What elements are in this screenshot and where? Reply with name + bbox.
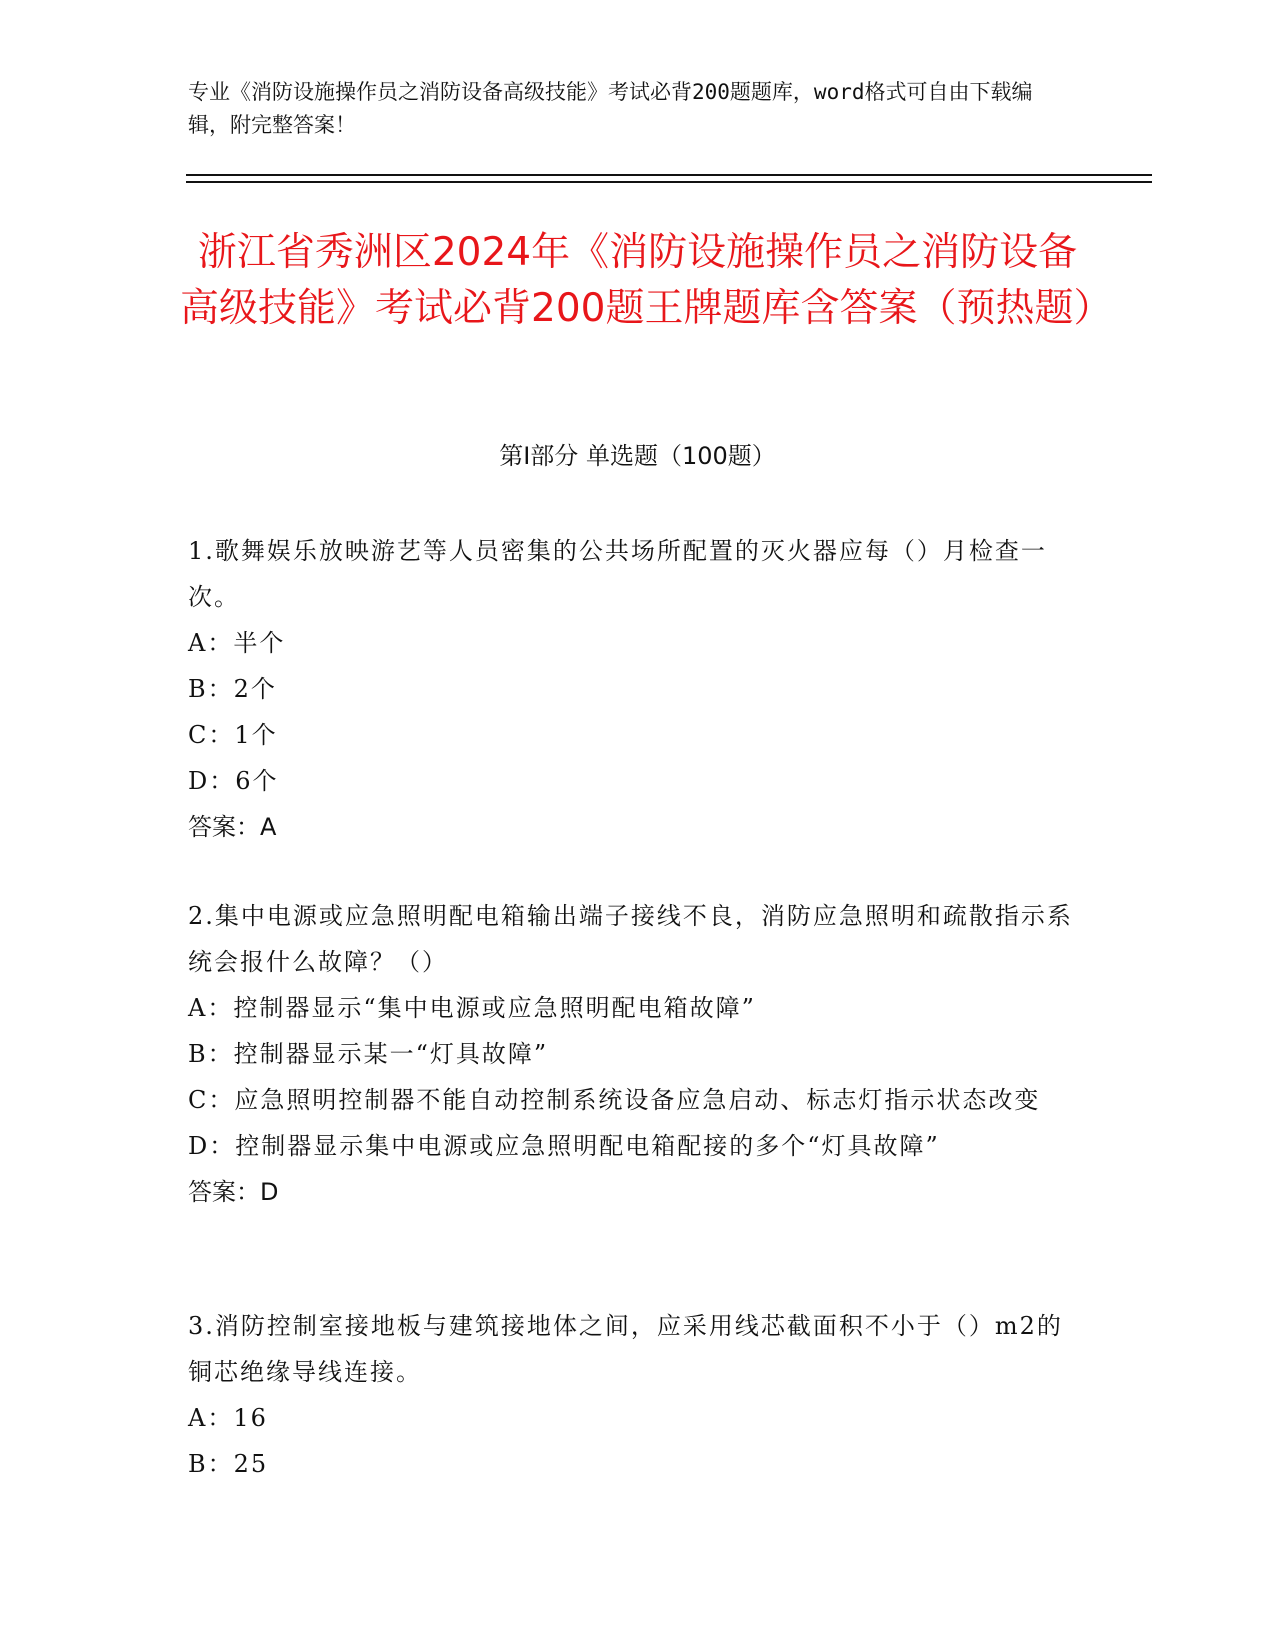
question-2 [188, 893, 1078, 1215]
document-title: 浙江省秀洲区2024年《消防设施操作员之消防设备高级技能》考试必背200题王牌题库含答案（预热题） [180, 230, 1113, 331]
question-stem: 2.集中电源或应急照明配电箱输出端子接线不良，消防应急照明和疏散指示系统会报什么故障？（） [188, 902, 1073, 976]
question-1 [188, 528, 1078, 850]
option-b: B：25 [188, 1450, 269, 1478]
question-stem: 1.歌舞娱乐放映游艺等人员密集的公共场所配置的灭火器应每（）月检查一次。 [188, 537, 1047, 611]
option-c: C：应急照明控制器不能自动控制系统设备应急启动、标志灯指示状态改变 [188, 1086, 1041, 1114]
answer: 答案：D [188, 1178, 279, 1206]
option-a: A：控制器显示“集中电源或应急照明配电箱故障” [188, 994, 756, 1022]
option-d: D：控制器显示集中电源或应急照明配电箱配接的多个“灯具故障” [188, 1132, 940, 1160]
option-b: B：2个 [188, 675, 277, 703]
option-b: B：控制器显示某一“灯具故障” [188, 1040, 549, 1068]
option-d: D：6个 [188, 767, 279, 795]
option-a: A：半个 [188, 629, 286, 657]
option-c: C：1个 [188, 721, 278, 749]
question-3 [188, 1303, 1078, 1487]
header-divider-bottom [186, 181, 1152, 183]
option-a: A：16 [188, 1404, 268, 1432]
header-note: 专业《消防设施操作员之消防设备高级技能》考试必背200题题库，word格式可自由下载编辑，附完整答案！ [188, 80, 1033, 137]
header-divider-top [186, 174, 1152, 176]
question-stem: 3.消防控制室接地板与建筑接地体之间，应采用线芯截面积不小于（）m2的铜芯绝缘导线连接。 [188, 1312, 1063, 1386]
section-title: 第I部分 单选题（100题） [499, 442, 776, 470]
answer: 答案：A [188, 813, 277, 841]
